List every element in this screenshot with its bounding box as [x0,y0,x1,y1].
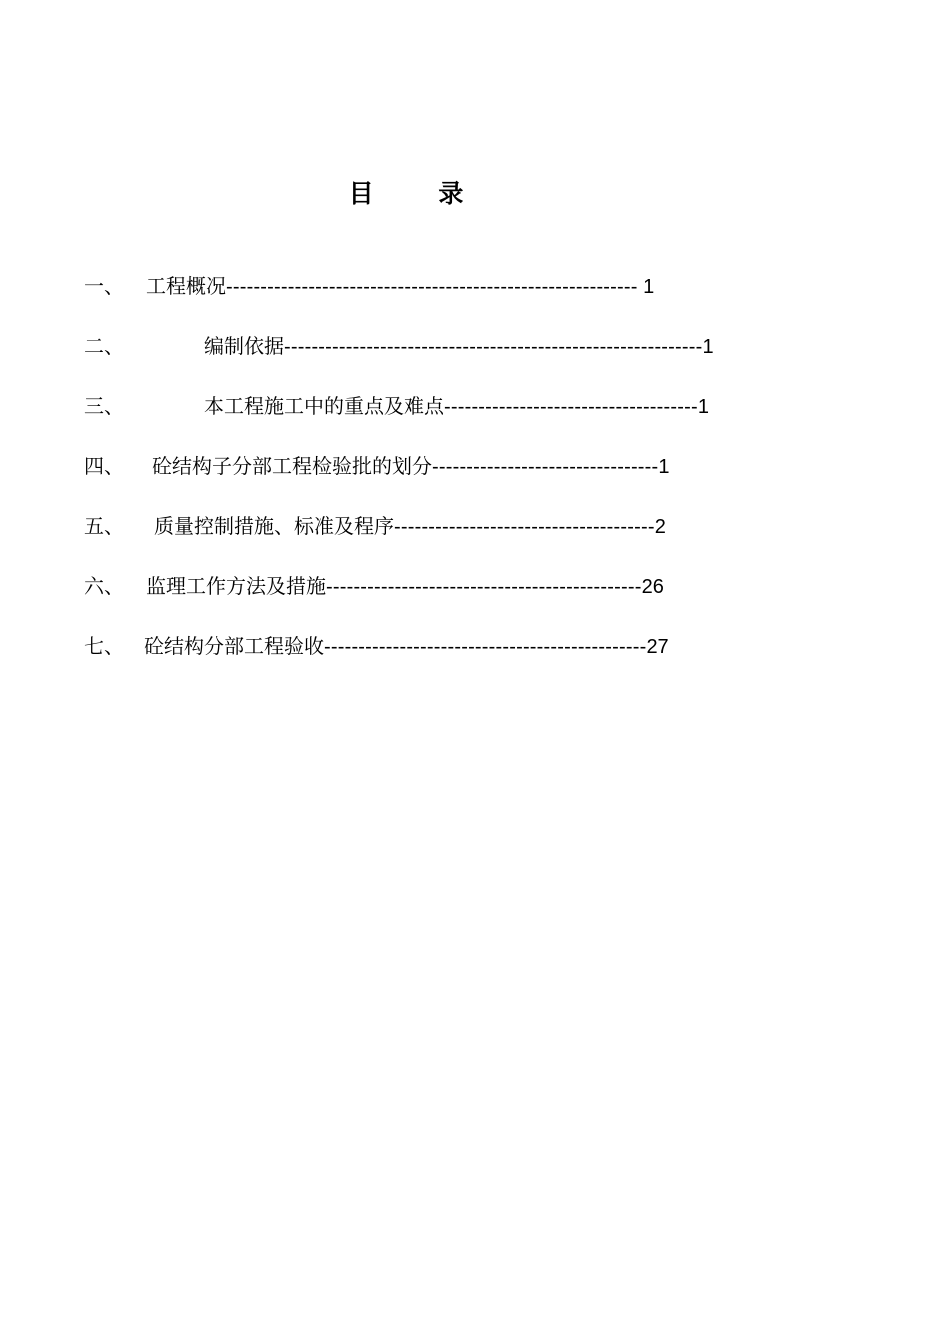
toc-entry-label: 编制依据 [204,334,284,358]
toc-entry-label: 砼结构分部工程验收 [144,634,324,658]
toc-entry-number: 二、 [84,334,124,358]
toc-entry-page: 27 [646,636,669,658]
toc-entry-page: 1 [697,396,709,418]
toc-entry-number: 七、 [84,634,124,658]
toc-entry-label: 监理工作方法及措施 [146,574,326,598]
toc-entry-label: 砼结构子分部工程检验批的划分 [152,454,432,478]
toc-entry-leader: ----------------------------------------------- [324,636,647,658]
toc-entry-page: 26 [641,576,664,598]
toc-entry-leader: ------------------------------------------------------------- [284,336,703,358]
toc-entry-number: 六、 [84,574,124,598]
toc-entry-leader: --------------------------------- [432,456,659,478]
toc-entry-number: 五、 [84,514,124,538]
page-title: 目 录 [348,179,492,208]
toc-entry-label: 工程概况 [146,274,226,298]
toc-entry-leader: ------------------------------------- [444,396,698,418]
toc-entry-page: 2 [654,516,666,538]
toc-entry-page: 1 [702,336,714,358]
toc-entry-number: 三、 [84,394,124,418]
toc-entry-page: 1 [637,276,655,298]
toc-entry-label: 本工程施工中的重点及难点 [204,394,444,418]
toc-entry-number: 四、 [84,454,124,478]
toc-entry-number: 一、 [84,274,124,298]
toc-entry-page: 1 [658,456,670,478]
toc-entry-leader: -------------------------------------- [394,516,655,538]
toc-entry-label: 质量控制措施、标准及程序 [154,514,394,538]
toc-entry-leader: ------------------------------------------------------------ [226,276,638,298]
toc-entry-leader: ---------------------------------------------- [326,576,642,598]
